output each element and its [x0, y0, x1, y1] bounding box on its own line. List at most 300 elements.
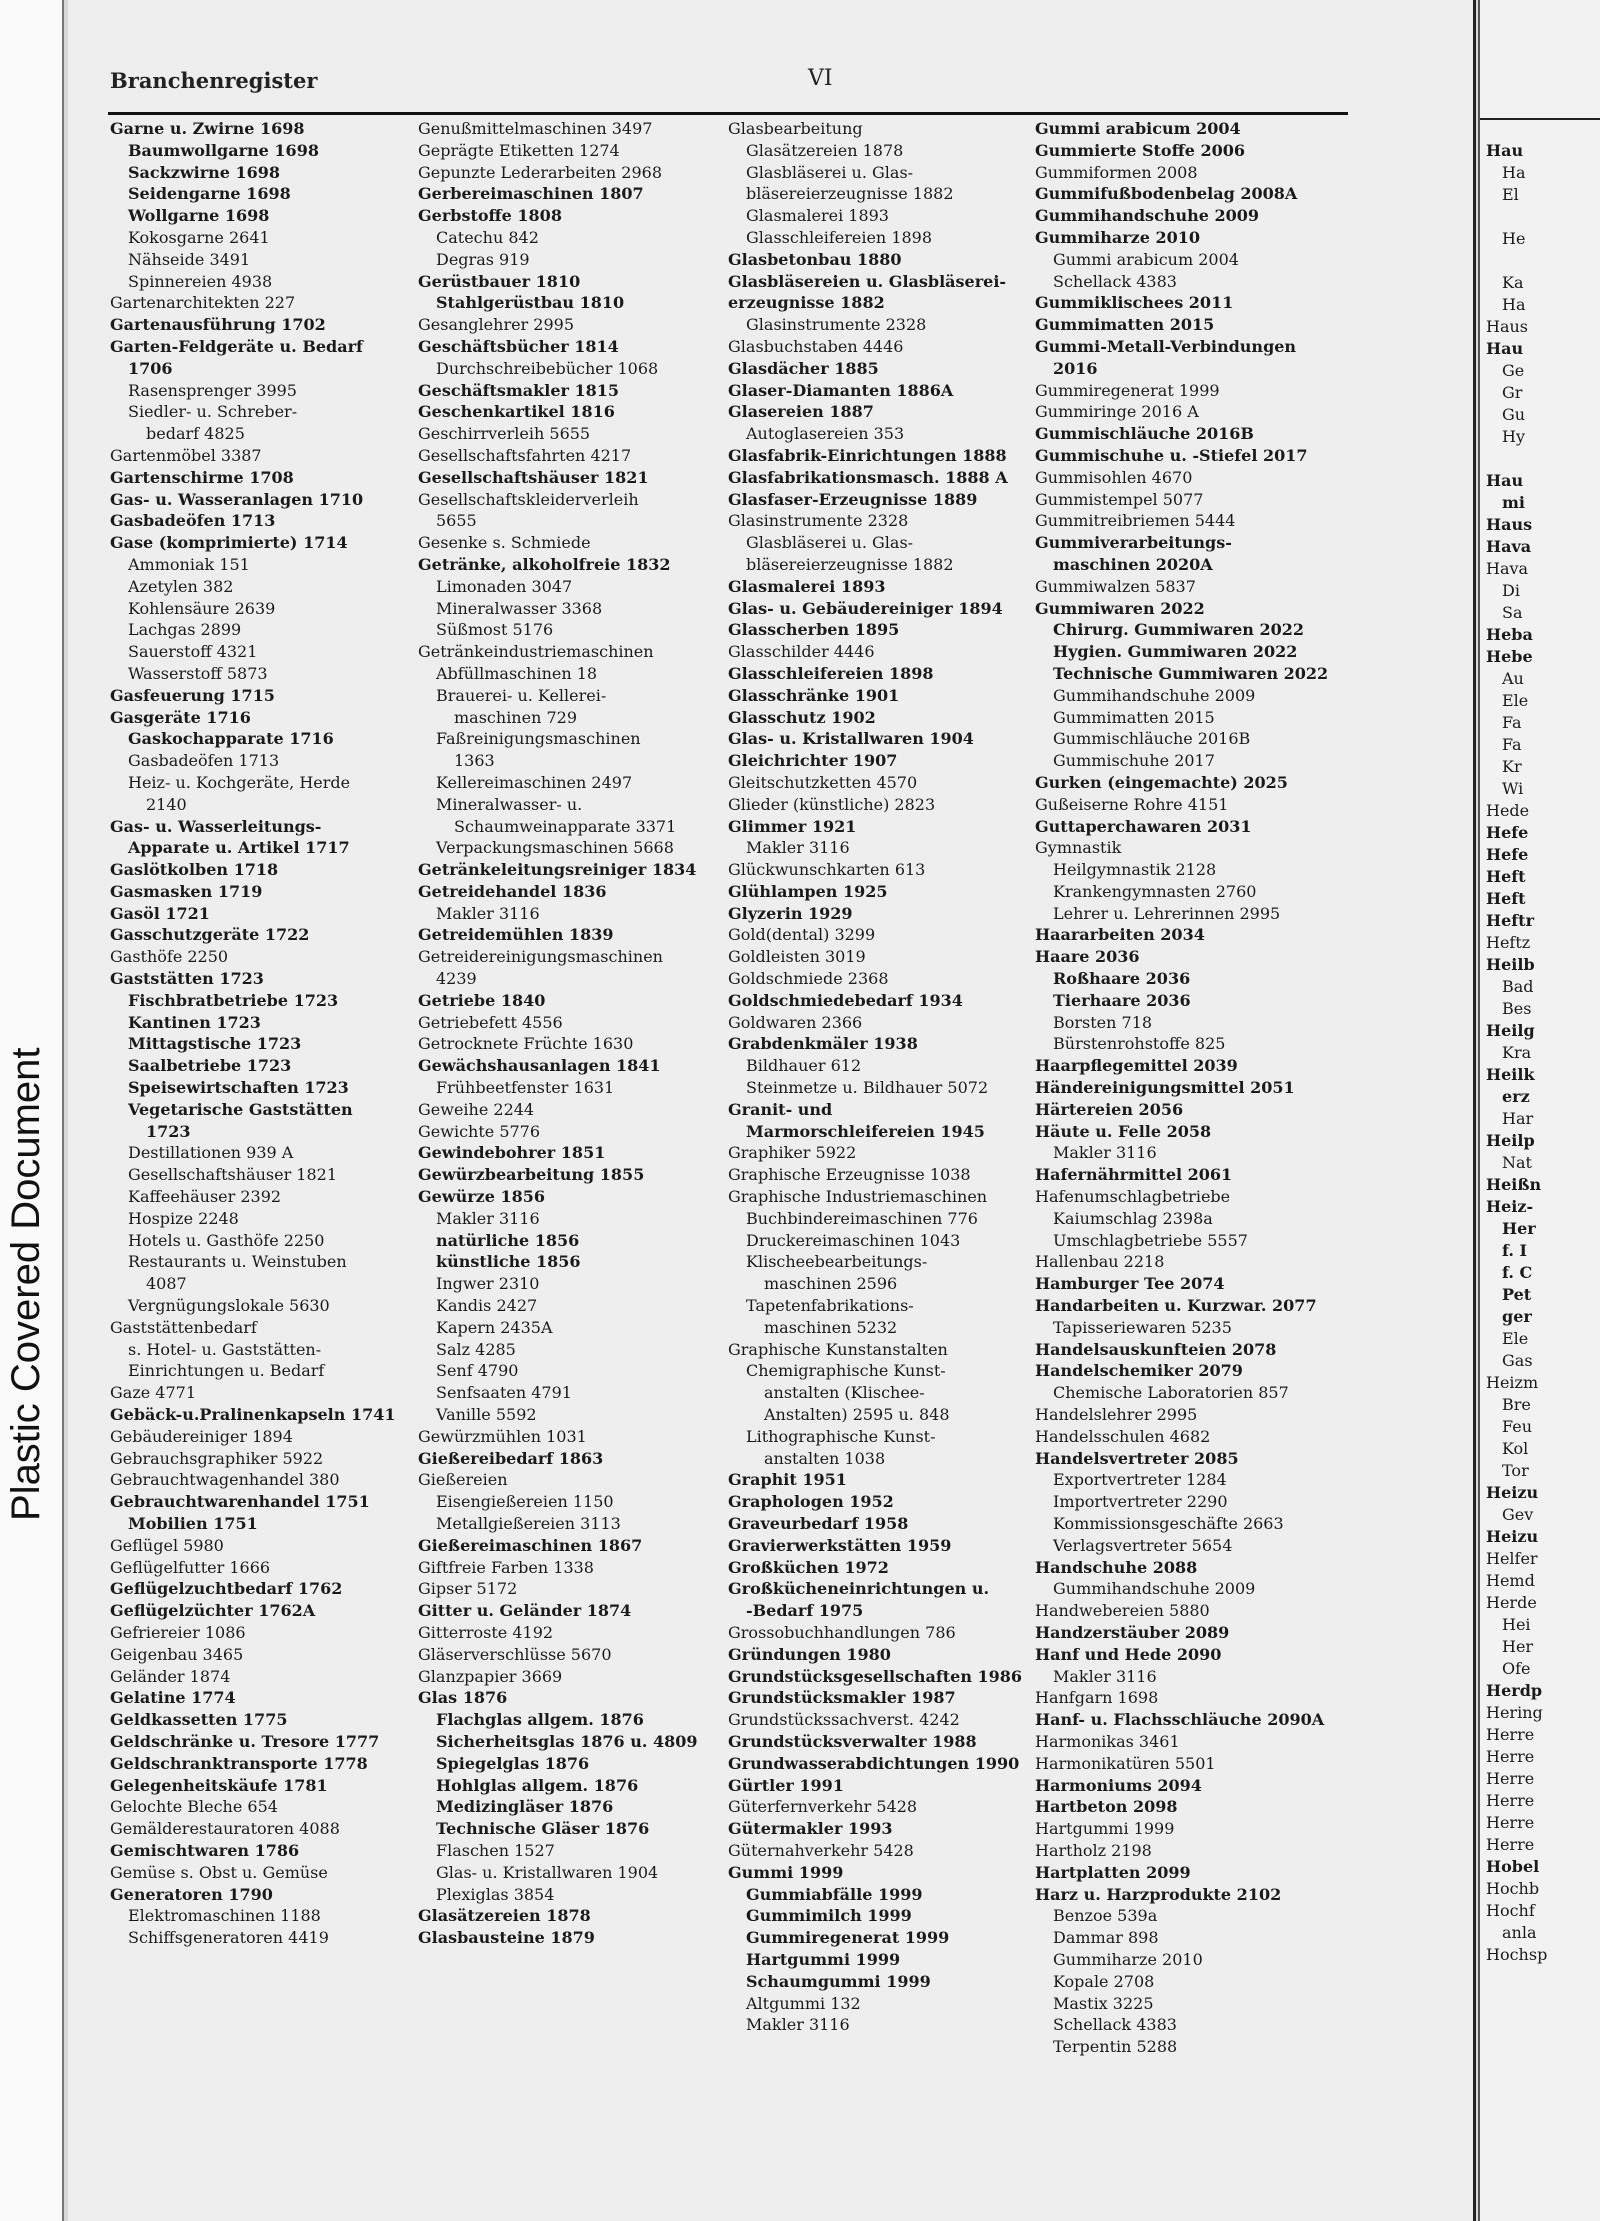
index-entry: maschinen 2020A: [1053, 554, 1213, 574]
index-entry: Glimmer 1921: [728, 816, 857, 836]
index-entry: Glasbearbeitung: [728, 119, 863, 138]
index-entry: Handarbeiten u. Kurzwar. 2077: [1035, 1296, 1317, 1316]
index-entry: Gasbadeöfen 1713: [128, 751, 280, 771]
index-entry: Getrocknete Früchte 1630: [418, 1034, 634, 1054]
index-entry: Gebrauchtwarenhandel 1751: [110, 1492, 370, 1512]
index-entry: Garne u. Zwirne 1698: [110, 119, 305, 138]
next-page-entry-fragment: Pet: [1502, 1285, 1532, 1304]
index-entry: Gas- u. Wasseranlagen 1710: [110, 489, 364, 509]
index-entry: Altgummi 132: [746, 1993, 861, 2013]
index-entry: Gießereibedarf 1863: [418, 1448, 604, 1468]
index-entry: 1723: [146, 1121, 191, 1141]
index-entry: Geschenkartikel 1816: [418, 402, 615, 422]
index-entry: Glaser-Diamanten 1886A: [728, 380, 954, 400]
next-page-entry-fragment: f. I: [1502, 1241, 1527, 1260]
index-entry: Saalbetriebe 1723: [128, 1056, 292, 1076]
next-page-entry-fragment: Hei: [1502, 1615, 1531, 1634]
next-page-entry-fragment: Ele: [1502, 1329, 1529, 1348]
next-page-entry-fragment: Kol: [1502, 1439, 1529, 1458]
index-entry: Glasbuchstaben 4446: [728, 336, 904, 356]
index-entry: Graphiker 5922: [728, 1143, 857, 1163]
index-entry: Kaiumschlag 2398a: [1053, 1208, 1213, 1228]
index-entry: Senfsaaten 4791: [436, 1383, 572, 1403]
index-entry: Kapern 2435A: [436, 1317, 553, 1337]
index-entry: Gläserverschlüsse 5670: [418, 1644, 612, 1664]
next-page-entry-fragment: erz: [1502, 1087, 1530, 1106]
index-entry: Gummihandschuhe 2009: [1053, 1579, 1256, 1599]
index-entry: Glanzpapier 3669: [418, 1666, 563, 1686]
index-entry: Seidengarne 1698: [128, 184, 291, 204]
index-entry: Gold(dental) 3299: [728, 925, 876, 945]
next-page-entry-fragment: Bre: [1502, 1395, 1531, 1414]
index-entry: Grundstückssachverst. 4242: [728, 1710, 960, 1730]
index-entry: Technische Gläser 1876: [436, 1819, 650, 1839]
index-entry: Gummimatten 2015: [1053, 707, 1215, 727]
index-entry: Makler 3116: [746, 2015, 850, 2035]
index-entry: Glasereien 1887: [728, 402, 874, 422]
index-entry: Mittagstische 1723: [128, 1034, 302, 1054]
next-page-entry-fragment: Hau: [1486, 339, 1524, 358]
index-entry: Sicherheitsglas 1876 u. 4809: [436, 1731, 698, 1751]
index-entry: Geprägte Etiketten 1274: [418, 140, 620, 160]
index-entry: 2016: [1053, 358, 1098, 378]
next-page-entry-fragment: Hemd: [1486, 1571, 1535, 1590]
next-page-entry-fragment: Herre: [1486, 1769, 1535, 1788]
index-entry: Glasbausteine 1879: [418, 1928, 595, 1948]
index-entry: Geschäftsmakler 1815: [418, 380, 620, 400]
index-entry: Makler 3116: [436, 903, 540, 923]
next-page-entry-fragment: Hochf: [1486, 1901, 1535, 1920]
index-entry: Glasinstrumente 2328: [728, 511, 909, 531]
index-entry: Gummisohlen 4670: [1035, 467, 1193, 487]
index-entry: Gemischtwaren 1786: [110, 1840, 300, 1860]
index-entry: -Bedarf 1975: [746, 1601, 864, 1621]
index-entry: Getreidemühlen 1839: [418, 925, 614, 945]
next-page-entry-fragment: Heißn: [1486, 1175, 1542, 1194]
index-entry: Geflügelfutter 1666: [110, 1557, 271, 1577]
index-entry: Metallgießereien 3113: [436, 1514, 621, 1533]
index-column-4: [1035, 118, 1335, 2058]
index-entry: Geschäftsbücher 1814: [418, 336, 619, 356]
index-entry: Handelschemiker 2079: [1035, 1361, 1243, 1381]
index-entry: Heilgymnastik 2128: [1053, 860, 1217, 880]
index-entry: Großkücheneinrichtungen u.: [728, 1579, 990, 1599]
index-entry: Azetylen 382: [128, 576, 234, 596]
next-page-entry-fragment: Hochsp: [1486, 1945, 1548, 1964]
next-page-entry-fragment: Gr: [1502, 383, 1523, 402]
next-page-entry-fragment: Herdp: [1486, 1681, 1543, 1700]
next-page-entry-fragment: anla: [1502, 1923, 1537, 1942]
index-entry: Graphologen 1952: [728, 1492, 894, 1512]
index-entry: Gummiklischees 2011: [1035, 293, 1234, 313]
index-entry: Buchbindereimaschinen 776: [746, 1208, 978, 1228]
index-entry: Hohlglas allgem. 1876: [436, 1775, 639, 1795]
index-entry: Glasbläserei u. Glas-: [746, 162, 914, 182]
index-entry: Gewichte 5776: [418, 1121, 541, 1141]
index-entry: Glasschilder 4446: [728, 642, 875, 662]
index-entry: Vegetarische Gaststätten: [128, 1099, 353, 1119]
index-entry: Gitterroste 4192: [418, 1622, 554, 1642]
index-entry: Glyzerin 1929: [728, 903, 853, 923]
index-entry: Ingwer 2310: [436, 1274, 540, 1294]
index-entry: Schaumgummi 1999: [746, 1971, 931, 1991]
index-entry: Harz u. Harzprodukte 2102: [1035, 1884, 1282, 1904]
next-page-entry-fragment: Hobel: [1486, 1857, 1540, 1876]
index-entry: Gaststätten 1723: [110, 969, 264, 989]
index-entry: Gummiregenerat 1999: [1035, 380, 1220, 400]
index-entry: Catechu 842: [436, 227, 539, 247]
next-page-entry-fragment: Hau: [1486, 141, 1524, 160]
index-entry: Chemigraphische Kunst-: [746, 1361, 946, 1381]
index-entry: künstliche 1856: [436, 1252, 581, 1272]
next-page-entry-fragment: Heilg: [1486, 1021, 1535, 1040]
index-entry: Exportvertreter 1284: [1053, 1470, 1227, 1490]
index-entry: Geweihe 2244: [418, 1099, 535, 1119]
index-entry: Gürtler 1991: [728, 1775, 844, 1795]
index-entry: Gaslötkolben 1718: [110, 860, 279, 880]
next-page-entry-fragment: [1486, 448, 1600, 470]
index-entry: Gesanglehrer 2995: [418, 315, 575, 335]
index-entry: Gewindebohrer 1851: [418, 1143, 606, 1163]
index-entry: Anstalten) 2595 u. 848: [764, 1405, 950, 1425]
index-entry: Handelsvertreter 2085: [1035, 1448, 1239, 1468]
index-entry: Goldwaren 2366: [728, 1012, 863, 1032]
index-entry: Importvertreter 2290: [1053, 1492, 1228, 1512]
index-entry: Spiegelglas 1876: [436, 1753, 590, 1773]
index-entry: Terpentin 5288: [1053, 2037, 1178, 2057]
spine-label: Plastic Covered Document: [4, 1047, 48, 1521]
next-page-entry-fragment: Gas: [1502, 1351, 1533, 1370]
next-page-entry-fragment: Bes: [1502, 999, 1532, 1018]
index-entry: Benzoe 539a: [1053, 1906, 1158, 1926]
index-entry: Glieder (künstliche) 2823: [728, 794, 936, 814]
next-page-entry-fragment: Herre: [1486, 1835, 1535, 1854]
index-entry: Gelochte Bleche 654: [110, 1797, 278, 1817]
index-entry: Fischbratbetriebe 1723: [128, 990, 339, 1010]
index-entry: Großküchen 1972: [728, 1557, 889, 1577]
index-entry: Gummihandschuhe 2009: [1035, 206, 1259, 226]
next-page-entry-fragment: Hefe: [1486, 845, 1529, 864]
index-entry: s. Hotel- u. Gaststätten-: [128, 1339, 322, 1359]
index-entry: Flachglas allgem. 1876: [436, 1710, 644, 1730]
index-entry: natürliche 1856: [436, 1230, 580, 1250]
index-entry: Hartbeton 2098: [1035, 1797, 1178, 1817]
index-entry: Gemüse s. Obst u. Gemüse: [110, 1862, 328, 1882]
index-entry: Grabdenkmäler 1938: [728, 1034, 918, 1054]
index-entry: Umschlagbetriebe 5557: [1053, 1230, 1248, 1250]
index-entry: Gummihandschuhe 2009: [1053, 685, 1256, 705]
next-page-entry-fragment: Heft: [1486, 867, 1526, 886]
index-entry: Gipser 5172: [418, 1579, 518, 1599]
index-entry: Glasinstrumente 2328: [746, 315, 927, 335]
index-entry: Gas- u. Wasserleitungs-: [110, 816, 322, 836]
index-entry: Schiffsgeneratoren 4419: [128, 1928, 329, 1948]
index-entry: Limonaden 3047: [436, 576, 573, 596]
next-page-entry-fragment: Heizu: [1486, 1527, 1539, 1546]
index-entry: Guttaperchawaren 2031: [1035, 816, 1252, 836]
index-entry: Getränkeleitungsreiniger 1834: [418, 860, 697, 880]
index-entry: Glas- u. Gebäudereiniger 1894: [728, 598, 1003, 618]
index-entry: Gummiringe 2016 A: [1035, 402, 1199, 422]
index-entry: Grundstücksgesellschaften 1986: [728, 1666, 1023, 1686]
index-entry: Ammoniak 151: [128, 554, 250, 574]
next-page-entry-fragment: Hebe: [1486, 647, 1533, 666]
next-page-entry-fragment: Helfer: [1486, 1549, 1538, 1568]
index-entry: Gartenmöbel 3387: [110, 445, 262, 465]
next-page-entry-fragment: Heizu: [1486, 1483, 1539, 1502]
index-entry: Mastix 3225: [1053, 1993, 1154, 2013]
index-entry: Getreidehandel 1836: [418, 881, 607, 901]
next-page-entry-fragment: Her: [1502, 1637, 1534, 1656]
next-page-entry-fragment: Herde: [1486, 1593, 1537, 1612]
next-page-entry-fragment: Herre: [1486, 1747, 1535, 1766]
index-entry: Hanf und Hede 2090: [1035, 1644, 1222, 1664]
index-entry: Senf 4790: [436, 1361, 519, 1381]
index-entry: Glasfaser-Erzeugnisse 1889: [728, 489, 978, 509]
index-entry: maschinen 729: [454, 707, 578, 727]
index-entry: Gasthöfe 2250: [110, 947, 229, 967]
index-column-3: [728, 118, 1028, 2036]
index-entry: Haarpflegemittel 2039: [1035, 1056, 1238, 1076]
index-entry: Geflügelzuchtbedarf 1762: [110, 1579, 343, 1599]
index-entry: Hallenbau 2218: [1035, 1252, 1165, 1272]
index-entry: Chirurg. Gummiwaren 2022: [1053, 620, 1304, 640]
index-entry: Gebäudereiniger 1894: [110, 1426, 293, 1446]
next-page-entry-fragment: Hava: [1486, 537, 1532, 556]
index-entry: Gummischläuche 2016B: [1053, 729, 1251, 749]
index-entry: Glühlampen 1925: [728, 881, 888, 901]
next-page-entry-fragment: Her: [1502, 1219, 1536, 1238]
index-entry: Graphische Erzeugnisse 1038: [728, 1165, 971, 1185]
index-entry: Goldschmiede 2368: [728, 969, 889, 989]
index-entry: Hotels u. Gasthöfe 2250: [128, 1230, 325, 1250]
index-entry: Gummiabfälle 1999: [746, 1884, 923, 1904]
index-entry: Durchschreibebücher 1068: [436, 358, 659, 378]
index-entry: Geflügelzüchter 1762A: [110, 1601, 316, 1621]
index-entry: Plexiglas 3854: [436, 1884, 555, 1904]
index-entry: Gummi-Metall-Verbindungen: [1035, 336, 1297, 356]
index-entry: Hanfgarn 1698: [1035, 1688, 1159, 1708]
index-entry: Makler 3116: [1053, 1666, 1157, 1686]
index-entry: Gasgeräte 1716: [110, 707, 251, 727]
page-number: VI: [808, 66, 833, 91]
next-page-entry-fragment: Ka: [1502, 273, 1524, 292]
index-entry: Spinnereien 4938: [128, 271, 273, 291]
next-page-entry-fragment: Kr: [1502, 757, 1522, 776]
index-entry: Gitter u. Geländer 1874: [418, 1601, 632, 1621]
index-entry: Gartenausführung 1702: [110, 315, 326, 335]
index-entry: Getriebe 1840: [418, 990, 546, 1010]
next-page-header-rule: [1480, 118, 1600, 120]
index-entry: Süßmost 5176: [436, 620, 554, 640]
next-page-entry-fragment: Ofe: [1502, 1659, 1531, 1678]
index-entry: Gründungen 1980: [728, 1644, 891, 1664]
index-entry: Kokosgarne 2641: [128, 227, 270, 247]
index-entry: Handelsschulen 4682: [1035, 1426, 1211, 1446]
index-entry: Getreidereinigungsmaschinen: [418, 947, 663, 967]
index-entry: Hartholz 2198: [1035, 1840, 1152, 1860]
next-page-entry-fragment: Ha: [1502, 163, 1526, 182]
next-page-entry-fragment: Hefe: [1486, 823, 1529, 842]
plastic-cover-spine: [0, 0, 64, 2221]
index-entry: Dammar 898: [1053, 1928, 1159, 1948]
next-page-entry-fragment: Hede: [1486, 801, 1530, 820]
index-entry: Graveurbedarf 1958: [728, 1514, 909, 1533]
index-entry: Haararbeiten 2034: [1035, 925, 1205, 945]
index-entry: Graphit 1951: [728, 1470, 847, 1490]
index-entry: Abfüllmaschinen 18: [436, 663, 598, 683]
index-entry: Gummimilch 1999: [746, 1906, 912, 1926]
index-entry: Krankengymnasten 2760: [1053, 881, 1257, 901]
index-entry: Gebäck-u.Pralinenkapseln 1741: [110, 1405, 396, 1425]
index-entry: Gießereien: [418, 1470, 508, 1490]
index-entry: Gasmasken 1719: [110, 881, 263, 901]
next-page-entry-fragment: Heilk: [1486, 1065, 1535, 1084]
next-page-entry-fragment: Heizm: [1486, 1373, 1539, 1392]
next-page-entry-fragment: Fa: [1502, 713, 1522, 732]
index-entry: Eisengießereien 1150: [436, 1492, 614, 1512]
index-entry: Gummifußbodenbelag 2008A: [1035, 184, 1298, 204]
next-page-entry-fragment: Heftr: [1486, 911, 1534, 930]
index-entry: Apparate u. Artikel 1717: [128, 838, 350, 858]
index-entry: Heiz- u. Kochgeräte, Herde: [128, 772, 351, 792]
index-entry: Wasserstoff 5873: [128, 663, 268, 683]
index-entry: Brauerei- u. Kellerei-: [436, 685, 607, 705]
index-entry: Gummi arabicum 2004: [1035, 119, 1241, 138]
index-entry: Glasmalerei 1893: [728, 576, 886, 596]
index-entry: Marmorschleifereien 1945: [746, 1121, 985, 1141]
index-entry: Hartgummi 1999: [1035, 1819, 1175, 1839]
index-entry: 1706: [128, 358, 173, 378]
next-page-entry-fragment: Bad: [1502, 977, 1534, 996]
index-entry: Goldschmiedebedarf 1934: [728, 990, 963, 1010]
index-entry: Gummiverarbeitungs-: [1035, 533, 1232, 553]
index-entry: bedarf 4825: [146, 424, 245, 444]
index-entry: Gravierwerkstätten 1959: [728, 1535, 952, 1555]
index-column-1: [110, 118, 410, 1949]
index-entry: Gebrauchsgraphiker 5922: [110, 1448, 324, 1468]
index-entry: Gepunzte Lederarbeiten 2968: [418, 162, 662, 182]
index-entry: Schaumweinapparate 3371: [454, 816, 677, 836]
index-entry: Gefriereier 1086: [110, 1622, 246, 1642]
index-entry: Glasschutz 1902: [728, 707, 876, 727]
index-entry: Geldschranktransporte 1778: [110, 1753, 368, 1773]
index-entry: Gasfeuerung 1715: [110, 685, 275, 705]
index-entry: Gleichrichter 1907: [728, 751, 898, 771]
index-entry: Harmonikatüren 5501: [1035, 1753, 1216, 1773]
index-entry: Harmoniums 2094: [1035, 1775, 1202, 1795]
index-entry: Kandis 2427: [436, 1296, 538, 1316]
index-entry: Gasöl 1721: [110, 903, 210, 923]
index-entry: Glasbetonbau 1880: [728, 249, 902, 269]
next-page-entry-fragment: Sa: [1502, 603, 1523, 622]
index-entry: Gummiharze 2010: [1035, 227, 1201, 247]
index-entry: Graphische Kunstanstalten: [728, 1339, 948, 1359]
index-entry: Einrichtungen u. Bedarf: [128, 1361, 325, 1381]
next-page-entry-fragment: Heftz: [1486, 933, 1531, 952]
index-entry: Kommissionsgeschäfte 2663: [1053, 1514, 1284, 1533]
index-entry: Gase (komprimierte) 1714: [110, 533, 348, 553]
next-page-entry-fragment: Gu: [1502, 405, 1526, 424]
next-page-entry-fragment: Heilp: [1486, 1131, 1535, 1150]
index-entry: 4087: [146, 1274, 187, 1294]
index-entry: Kantinen 1723: [128, 1012, 261, 1032]
next-page-edge: [1478, 0, 1600, 2221]
next-page-entry-fragment: Herre: [1486, 1791, 1535, 1810]
next-page-entry-fragment: El: [1502, 185, 1519, 204]
index-entry: Gartenarchitekten 227: [110, 293, 296, 313]
index-column-2: [418, 118, 718, 1949]
index-entry: Glasschränke 1901: [728, 685, 900, 705]
next-page-entry-fragment: Ha: [1502, 295, 1526, 314]
next-page-entry-fragment: Haus: [1486, 317, 1529, 336]
index-entry: maschinen 5232: [764, 1317, 898, 1337]
index-entry: maschinen 2596: [764, 1274, 898, 1294]
index-entry: bläsereierzeugnisse 1882: [746, 554, 954, 574]
index-entry: Borsten 718: [1053, 1012, 1153, 1032]
index-entry: Kellereimaschinen 2497: [436, 772, 633, 792]
index-entry: 2140: [146, 794, 187, 814]
index-entry: Glasdächer 1885: [728, 358, 879, 378]
index-entry: Gaze 4771: [110, 1383, 197, 1403]
index-entry: Getränkeindustriemaschinen: [418, 642, 654, 662]
index-entry: Vanille 5592: [436, 1405, 537, 1425]
index-entry: Gesellschaftshäuser 1821: [128, 1165, 338, 1185]
index-entry: Granit- und: [728, 1099, 833, 1119]
index-entry: 5655: [436, 511, 477, 531]
index-entry: Hafernährmittel 2061: [1035, 1165, 1233, 1185]
index-entry: Glasätzereien 1878: [418, 1906, 591, 1926]
index-entry: Schellack 4383: [1053, 271, 1177, 291]
next-page-entry-fragment: Ele: [1502, 691, 1529, 710]
index-entry: Hanf- u. Flachsschläuche 2090A: [1035, 1710, 1325, 1730]
index-entry: Tierhaare 2036: [1053, 990, 1191, 1010]
next-page-entry-fragment: Heba: [1486, 625, 1533, 644]
index-entry: Gießereimaschinen 1867: [418, 1535, 643, 1555]
index-entry: Sauerstoff 4321: [128, 642, 258, 662]
index-entry: Handwebereien 5880: [1035, 1601, 1210, 1621]
index-entry: Glasätzereien 1878: [746, 140, 904, 160]
index-entry: Gütermakler 1993: [728, 1819, 893, 1839]
next-page-entry-fragment: Heiz-: [1486, 1197, 1534, 1216]
index-entry: Vergnügungslokale 5630: [128, 1296, 330, 1316]
index-entry: Geldschränke u. Tresore 1777: [110, 1731, 380, 1751]
index-entry: Gurken (eingemachte) 2025: [1035, 772, 1288, 792]
index-entry: Kohlensäure 2639: [128, 598, 276, 618]
index-entry: Speisewirtschaften 1723: [128, 1078, 349, 1098]
index-entry: Graphische Industriemaschinen: [728, 1187, 988, 1207]
index-entry: erzeugnisse 1882: [728, 293, 885, 313]
index-entry: Glasscherben 1895: [728, 620, 900, 640]
next-page-entry-fragment: Heft: [1486, 889, 1526, 908]
next-page-entry-fragment: [1486, 206, 1600, 228]
index-entry: Makler 3116: [1053, 1143, 1157, 1163]
index-entry: Gesellschaftsfahrten 4217: [418, 445, 632, 465]
index-entry: Grossobuchhandlungen 786: [728, 1622, 956, 1642]
index-entry: Medizingläser 1876: [436, 1797, 614, 1817]
index-entry: Hygien. Gummiwaren 2022: [1053, 642, 1298, 662]
index-entry: Haare 2036: [1035, 947, 1140, 967]
index-entry: Glasfabrik-Einrichtungen 1888: [728, 445, 1007, 465]
index-entry: Kaffeehäuser 2392: [128, 1187, 282, 1207]
index-entry: Güterfernverkehr 5428: [728, 1797, 918, 1817]
index-entry: Gaskochapparate 1716: [128, 729, 334, 749]
index-entry: Baumwollgarne 1698: [128, 140, 319, 160]
next-page-entry-fragment: f. C: [1502, 1263, 1533, 1282]
index-entry: 1363: [454, 751, 495, 771]
index-entry: Kopale 2708: [1053, 1971, 1155, 1991]
index-entry: Goldleisten 3019: [728, 947, 866, 967]
